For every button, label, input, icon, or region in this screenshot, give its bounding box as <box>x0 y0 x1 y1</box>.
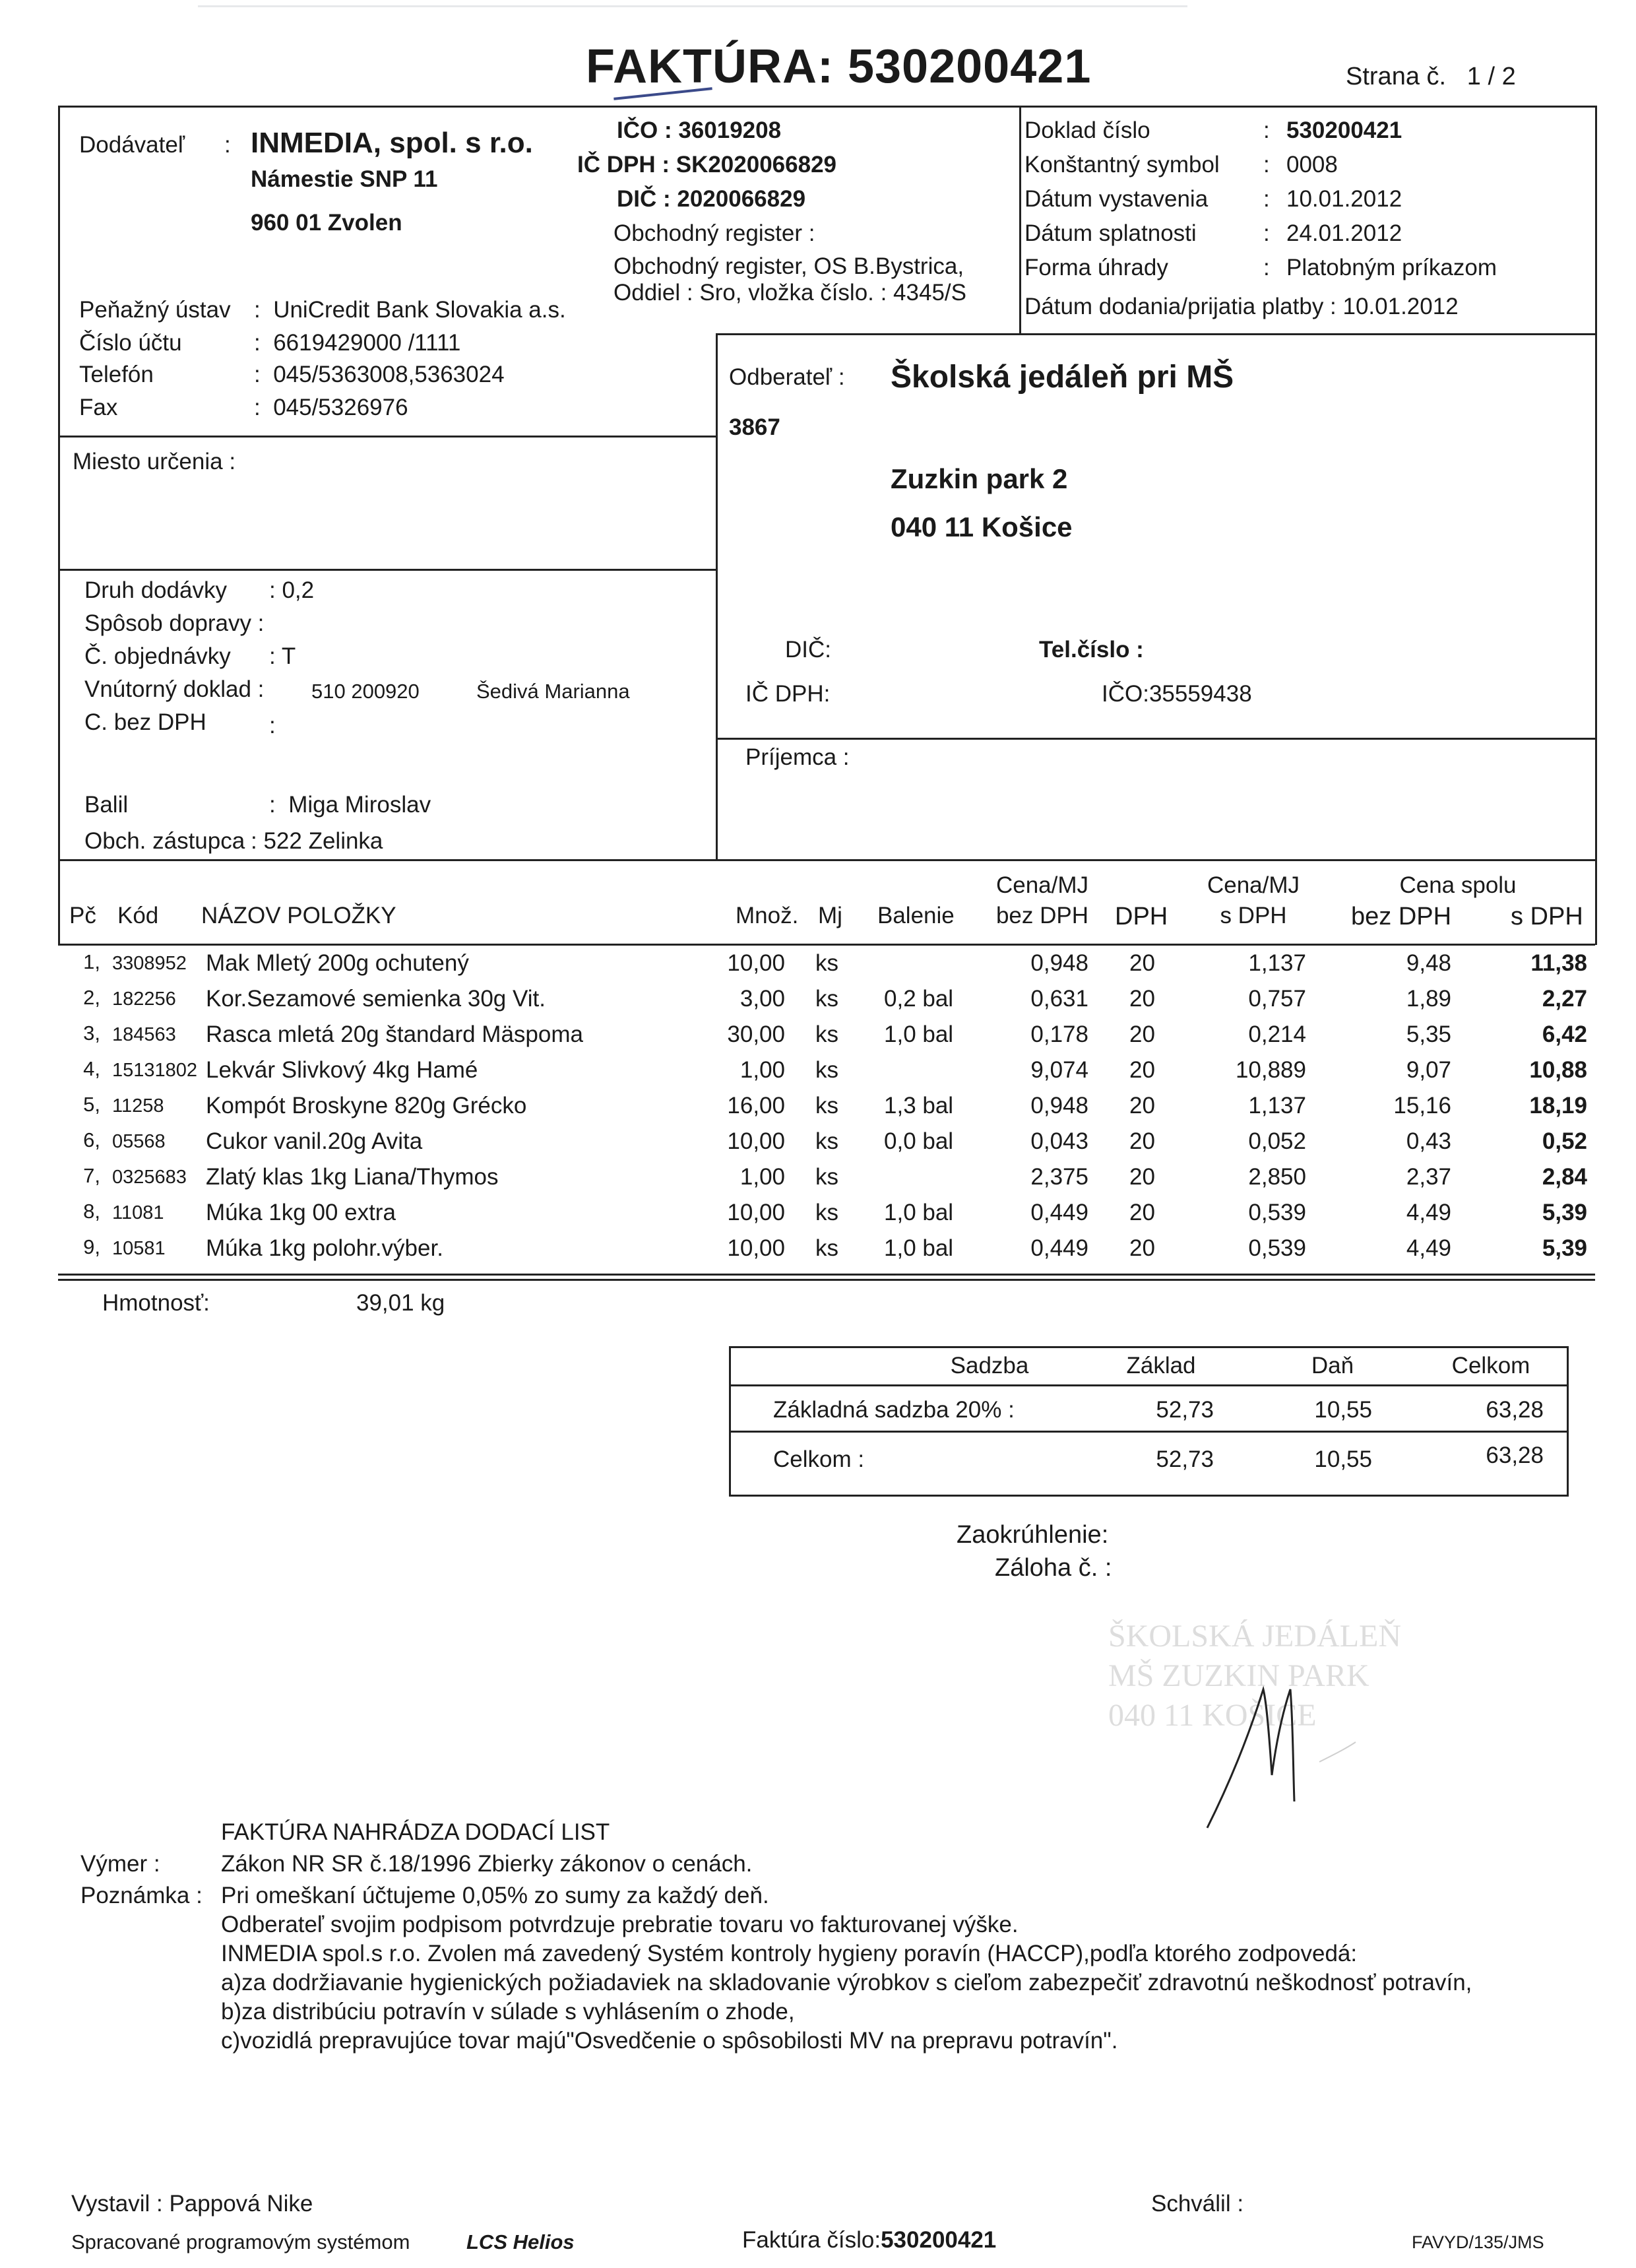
cell-name: Cukor vanil.20g Avita <box>206 1128 423 1154</box>
page-indicator: Strana č. 1 / 2 <box>1346 63 1516 90</box>
cell-dph: 20 <box>1129 986 1155 1012</box>
customer-code: 3867 <box>729 414 780 440</box>
stamp-line-1: ŠKOLSKÁ JEDÁLEŇ <box>1108 1619 1401 1654</box>
docinfo-colon: : <box>1263 186 1270 212</box>
cell-dph: 20 <box>1129 950 1155 976</box>
table-bottom-2 <box>58 1279 1595 1281</box>
vat-total-tax: 10,55 <box>1314 1446 1372 1472</box>
deposit-label: Záloha č. : <box>995 1554 1112 1582</box>
note-line: b)za distribúciu potravín v súlade s vyhlásením o zhode, <box>221 1999 795 2025</box>
cell-pack: 0,2 bal <box>884 986 954 1012</box>
cell-total-s: 2,84 <box>1542 1164 1587 1190</box>
cell-mj: ks <box>815 950 838 976</box>
cell-price-s: 1,137 <box>1248 950 1306 976</box>
customer-name: Školská jedáleň pri MŠ <box>891 360 1234 395</box>
cell-qty: 10,00 <box>727 1200 785 1225</box>
note-line: c)vozidlá prepravujúce tovar majú"Osvedčenie o spôsobilosti MV na prepravu potravín". <box>221 2028 1118 2054</box>
system-label: Spracované programovým systémom <box>71 2230 410 2253</box>
customer-ic-dph: IČ DPH: <box>745 681 831 707</box>
packed-value: : Miga Miroslav <box>269 792 431 818</box>
cell-price-s: 0,052 <box>1248 1128 1306 1154</box>
cell-total-s: 10,88 <box>1529 1057 1587 1083</box>
docinfo-value: Platobným príkazom <box>1286 255 1497 280</box>
col-price-s-1: Cena/MJ <box>1207 872 1300 898</box>
cell-pc: 6, <box>83 1128 100 1151</box>
weight-label: Hmotnosť: <box>102 1290 210 1316</box>
cell-kod: 05568 <box>112 1131 166 1152</box>
cell-qty: 16,00 <box>727 1093 785 1118</box>
cell-mj: ks <box>815 1235 838 1261</box>
cell-kod: 10581 <box>112 1238 166 1259</box>
cell-pack: 1,3 bal <box>884 1093 954 1118</box>
cell-dph: 20 <box>1129 1093 1155 1118</box>
col-total-s: s DPH <box>1511 903 1583 930</box>
cell-dph: 20 <box>1129 1021 1155 1047</box>
supplier-register-1: Obchodný register : <box>614 220 815 246</box>
customer-left-border <box>716 333 718 861</box>
cell-pack: 1,0 bal <box>884 1235 954 1261</box>
fax-value: : 045/5326976 <box>254 395 408 420</box>
vat-col-tax: Daň <box>1311 1353 1354 1378</box>
col-pack: Balenie <box>877 903 955 928</box>
fax-label: Fax <box>79 395 118 420</box>
cell-name: Múka 1kg 00 extra <box>206 1200 396 1225</box>
supplier-ic-dph: IČ DPH : SK2020066829 <box>577 152 836 178</box>
cell-price-s: 0,214 <box>1248 1021 1306 1047</box>
cell-mj: ks <box>815 1057 838 1083</box>
price-value: : <box>269 713 276 738</box>
internal-doc-person: Šedivá Marianna <box>476 680 630 703</box>
cell-mj: ks <box>815 1164 838 1190</box>
cell-total: 5,35 <box>1406 1021 1451 1047</box>
cell-dph: 20 <box>1129 1128 1155 1154</box>
vat-row-base: 52,73 <box>1156 1397 1214 1423</box>
note-label: Poznámka : <box>80 1883 203 1908</box>
destination-left-border <box>58 436 60 571</box>
col-kod: Kód <box>117 903 159 928</box>
recipient-top-line <box>716 738 1595 740</box>
docinfo-colon: : <box>1263 117 1270 143</box>
cell-price: 0,948 <box>1030 950 1088 976</box>
cell-name: Kor.Sezamové semienka 30g Vit. <box>206 986 546 1012</box>
cell-pack: 1,0 bal <box>884 1200 954 1225</box>
vat-col-base: Základ <box>1126 1353 1196 1378</box>
bank-label: Peňažný ústav <box>79 297 231 323</box>
cell-kod: 11258 <box>112 1095 164 1117</box>
vat-row-label: Základná sadzba 20% : <box>773 1397 1015 1423</box>
col-qty: Množ. <box>736 903 799 928</box>
col-total-bez: bez DPH <box>1351 903 1452 930</box>
account-label: Číslo účtu <box>79 330 182 356</box>
right-border-top <box>1595 106 1597 343</box>
customer-phone: Tel.číslo : <box>1039 637 1144 663</box>
delivery-type-value: : 0,2 <box>269 577 315 603</box>
cell-price-s: 1,137 <box>1248 1093 1306 1118</box>
cell-mj: ks <box>815 986 838 1012</box>
docinfo-label: Dátum vystavenia <box>1024 186 1209 212</box>
note-line: Pri omeškaní účtujeme 0,05% zo sumy za každý deň. <box>221 1883 769 1908</box>
docinfo-value: 530200421 <box>1286 117 1402 143</box>
cell-total: 0,43 <box>1406 1128 1451 1154</box>
cell-total: 15,16 <box>1393 1093 1451 1118</box>
cell-price: 0,449 <box>1030 1235 1088 1261</box>
cell-pc: 3, <box>83 1021 100 1045</box>
note-line: a)za dodržiavanie hygienických požiadaviek na skladovanie výrobkov s cieľom zabezpečiť zdravotnú neškodnosť potravín, <box>221 1970 1472 1995</box>
cell-name: Múka 1kg polohr.výber. <box>206 1235 443 1261</box>
docinfo-label: Konštantný symbol <box>1024 152 1220 178</box>
table-top <box>58 859 1595 861</box>
cell-qty: 30,00 <box>727 1021 785 1047</box>
cell-total-s: 5,39 <box>1542 1200 1587 1225</box>
vat-row-tax: 10,55 <box>1314 1397 1372 1423</box>
vat-header-line <box>729 1384 1567 1386</box>
note-line: INMEDIA spol.s r.o. Zvolen má zavedený Systém kontroly hygieny poravín (HACCP),podľa ktorého zodpovedá: <box>221 1941 1358 1966</box>
col-pc: Pč <box>69 903 96 928</box>
cell-price: 0,043 <box>1030 1128 1088 1154</box>
vat-total-total: 63,28 <box>1486 1442 1544 1468</box>
customer-right-border <box>1595 333 1597 861</box>
vat-total-base: 52,73 <box>1156 1446 1214 1472</box>
cell-total: 1,89 <box>1406 986 1451 1012</box>
cell-kod: 15131802 <box>112 1060 198 1081</box>
cell-name: Mak Mletý 200g ochutený <box>206 950 469 976</box>
cell-total-s: 18,19 <box>1529 1093 1587 1118</box>
vymer-label: Výmer : <box>80 1851 160 1877</box>
docinfo-label: Forma úhrady <box>1024 255 1168 280</box>
cell-mj: ks <box>815 1128 838 1154</box>
cell-total-s: 11,38 <box>1530 950 1587 976</box>
cell-kod: 3308952 <box>112 953 187 974</box>
stamp-line-2: MŠ ZUZKIN PARK <box>1108 1658 1369 1693</box>
docinfo-value: 0008 <box>1286 152 1338 178</box>
note-line: Odberateľ svojim podpisom potvrdzuje prebratie tovaru vo fakturovanej výške. <box>221 1912 1019 1937</box>
top-border <box>58 106 1595 108</box>
cell-pc: 9, <box>83 1235 100 1258</box>
cell-pc: 8, <box>83 1200 100 1223</box>
internal-doc-label: Vnútorný doklad : <box>84 676 265 702</box>
customer-city: 040 11 Košice <box>891 511 1073 542</box>
table-left <box>58 859 60 945</box>
customer-label: Odberateľ : <box>729 364 845 390</box>
cell-qty: 10,00 <box>727 1128 785 1154</box>
delivery-left-border <box>58 569 60 859</box>
cell-price: 0,449 <box>1030 1200 1088 1225</box>
cell-price: 0,948 <box>1030 1093 1088 1118</box>
cell-price-s: 0,539 <box>1248 1200 1306 1225</box>
cell-kod: 11081 <box>112 1202 164 1223</box>
cell-price-s: 0,539 <box>1248 1235 1306 1261</box>
cell-dph: 20 <box>1129 1057 1155 1083</box>
table-right <box>1595 859 1597 945</box>
col-price-1: Cena/MJ <box>995 872 1089 898</box>
cell-qty: 3,00 <box>739 986 785 1012</box>
cell-price-s: 0,757 <box>1248 986 1306 1012</box>
docinfo-colon: : <box>1263 220 1270 246</box>
cell-mj: ks <box>815 1200 838 1225</box>
table-header-bottom <box>58 944 1595 946</box>
docinfo-label: Dátum splatnosti <box>1024 220 1197 246</box>
cell-price-s: 2,850 <box>1248 1164 1306 1190</box>
left-border-top <box>58 106 60 436</box>
packed-label: Balil <box>84 792 129 818</box>
cell-total-s: 5,39 <box>1542 1235 1587 1261</box>
price-label: C. bez DPH <box>84 709 206 735</box>
phone-value: : 045/5363008,5363024 <box>254 362 505 387</box>
cell-kod: 184563 <box>112 1024 176 1045</box>
order-value: : T <box>269 643 296 669</box>
docinfo-value: 10.01.2012 <box>1286 186 1402 212</box>
supplier-register-2: Obchodný register, OS B.Bystrica, <box>614 253 964 279</box>
cell-mj: ks <box>815 1093 838 1118</box>
docinfo-bottom <box>1019 333 1595 335</box>
customer-street: Zuzkin park 2 <box>891 463 1068 494</box>
vat-row-total: 63,28 <box>1486 1397 1544 1423</box>
cell-total: 9,07 <box>1406 1057 1451 1083</box>
bank-colon: : UniCredit Bank Slovakia a.s. <box>254 297 566 323</box>
cell-total-s: 2,27 <box>1542 986 1587 1012</box>
supplier-label: Dodávateľ <box>79 132 185 158</box>
cell-qty: 10,00 <box>727 950 785 976</box>
col-mj: Mj <box>818 903 842 928</box>
cell-name: Rasca mletá 20g štandard Mäspoma <box>206 1021 583 1047</box>
cell-pack: 1,0 bal <box>884 1021 954 1047</box>
cell-total: 4,49 <box>1406 1235 1451 1261</box>
cell-price: 9,074 <box>1030 1057 1088 1083</box>
cell-total: 9,48 <box>1406 950 1451 976</box>
cell-dph: 20 <box>1129 1200 1155 1225</box>
signature <box>1201 1663 1359 1834</box>
cell-pc: 2, <box>83 986 100 1009</box>
supplier-street: Námestie SNP 11 <box>251 166 438 192</box>
cell-qty: 1,00 <box>739 1057 785 1083</box>
supplier-bottom <box>58 436 718 437</box>
cell-total: 2,37 <box>1406 1164 1451 1190</box>
docinfo-label: Doklad číslo <box>1024 117 1150 143</box>
approved-label: Schválil : <box>1151 2191 1244 2217</box>
supplier-city: 960 01 Zvolen <box>251 210 402 236</box>
rep-value: : 522 Zelinka <box>251 828 383 854</box>
cell-name: Zlatý klas 1kg Liana/Thymos <box>206 1164 499 1190</box>
internal-doc-value: 510 200920 <box>311 680 420 703</box>
vat-col-total: Celkom <box>1451 1353 1530 1378</box>
cell-pc: 5, <box>83 1093 100 1116</box>
table-bottom-1 <box>58 1274 1595 1276</box>
delivery-type-label: Druh dodávky <box>84 577 227 603</box>
transport-label: Spôsob dopravy : <box>84 610 265 636</box>
cell-name: Kompót Broskyne 820g Grécko <box>206 1093 527 1118</box>
cell-total: 4,49 <box>1406 1200 1451 1225</box>
cell-qty: 10,00 <box>727 1235 785 1261</box>
docinfo-colon: : <box>1263 152 1270 178</box>
cell-kod: 0325683 <box>112 1167 187 1188</box>
supplier-colon: : <box>224 132 231 158</box>
col-total-1: Cena spolu <box>1399 872 1517 898</box>
cell-pc: 7, <box>83 1164 100 1187</box>
supplier-dic: DIČ : 2020066829 <box>617 186 806 212</box>
cell-price: 2,375 <box>1030 1164 1088 1190</box>
notes-heading: FAKTÚRA NAHRÁDZA DODACÍ LIST <box>221 1819 610 1845</box>
recipient-label: Príjemca : <box>745 744 850 770</box>
col-price-s-2: s DPH <box>1220 903 1287 928</box>
issued-by: Vystavil : Pappová Nike <box>71 2191 313 2217</box>
cell-price: 0,631 <box>1030 986 1088 1012</box>
phone-label: Telefón <box>79 362 154 387</box>
cell-dph: 20 <box>1129 1164 1155 1190</box>
cell-price: 0,178 <box>1030 1021 1088 1047</box>
cell-mj: ks <box>815 1021 838 1047</box>
customer-top-line <box>716 333 1019 335</box>
cell-dph: 20 <box>1129 1235 1155 1261</box>
cell-price-s: 10,889 <box>1235 1057 1306 1083</box>
account-value: : 6619429000 /1111 <box>254 330 461 356</box>
order-label: Č. objednávky <box>84 643 231 669</box>
rep-label: Obch. zástupca <box>84 828 245 854</box>
vat-col-rate: Sadzba <box>950 1353 1029 1378</box>
cell-total-s: 0,52 <box>1542 1128 1587 1154</box>
col-name: NÁZOV POLOŽKY <box>201 903 396 928</box>
vat-total-label: Celkom : <box>773 1446 865 1472</box>
cell-qty: 1,00 <box>739 1164 785 1190</box>
docinfo-value: 24.01.2012 <box>1286 220 1402 246</box>
footer-invoice: Faktúra číslo:530200421 <box>742 2227 997 2253</box>
system-name: LCS Helios <box>466 2230 575 2253</box>
vat-row-line <box>729 1431 1567 1433</box>
cell-pack: 0,0 bal <box>884 1128 954 1154</box>
invoice-title: FAKTÚRA: 530200421 <box>586 40 1092 93</box>
delivery-date: Dátum dodania/prijatia platby : 10.01.2012 <box>1024 294 1459 319</box>
cell-pc: 1, <box>83 950 100 973</box>
rounding-label: Zaokrúhlenie: <box>957 1521 1109 1549</box>
weight-value: 39,01 kg <box>356 1290 445 1316</box>
scan-artifact <box>198 5 1187 7</box>
destination-label: Miesto určenia : <box>73 449 236 474</box>
footer-code: FAVYD/135/JMS <box>1412 2232 1544 2252</box>
cell-total-s: 6,42 <box>1542 1021 1587 1047</box>
cell-kod: 182256 <box>112 988 176 1010</box>
stamp-line-3: 040 11 KOŠICE <box>1108 1698 1317 1733</box>
docinfo-colon: : <box>1263 255 1270 280</box>
supplier-register-3: Oddiel : Sro, vložka číslo. : 4345/S <box>614 280 966 306</box>
customer-ico: IČO:35559438 <box>1102 681 1252 707</box>
vymer-value: Zákon NR SR č.18/1996 Zbierky zákonov o cenách. <box>221 1851 753 1877</box>
supplier-name: INMEDIA, spol. s r.o. <box>251 127 533 159</box>
col-price-2: bez DPH <box>995 903 1089 928</box>
destination-bottom <box>58 569 718 571</box>
supplier-ico: IČO : 36019208 <box>617 117 782 143</box>
docinfo-divider <box>1019 106 1021 333</box>
customer-dic: DIČ: <box>785 637 831 663</box>
cell-name: Lekvár Slivkový 4kg Hamé <box>206 1057 478 1083</box>
col-dph: DPH <box>1115 903 1168 930</box>
cell-pc: 4, <box>83 1057 100 1080</box>
